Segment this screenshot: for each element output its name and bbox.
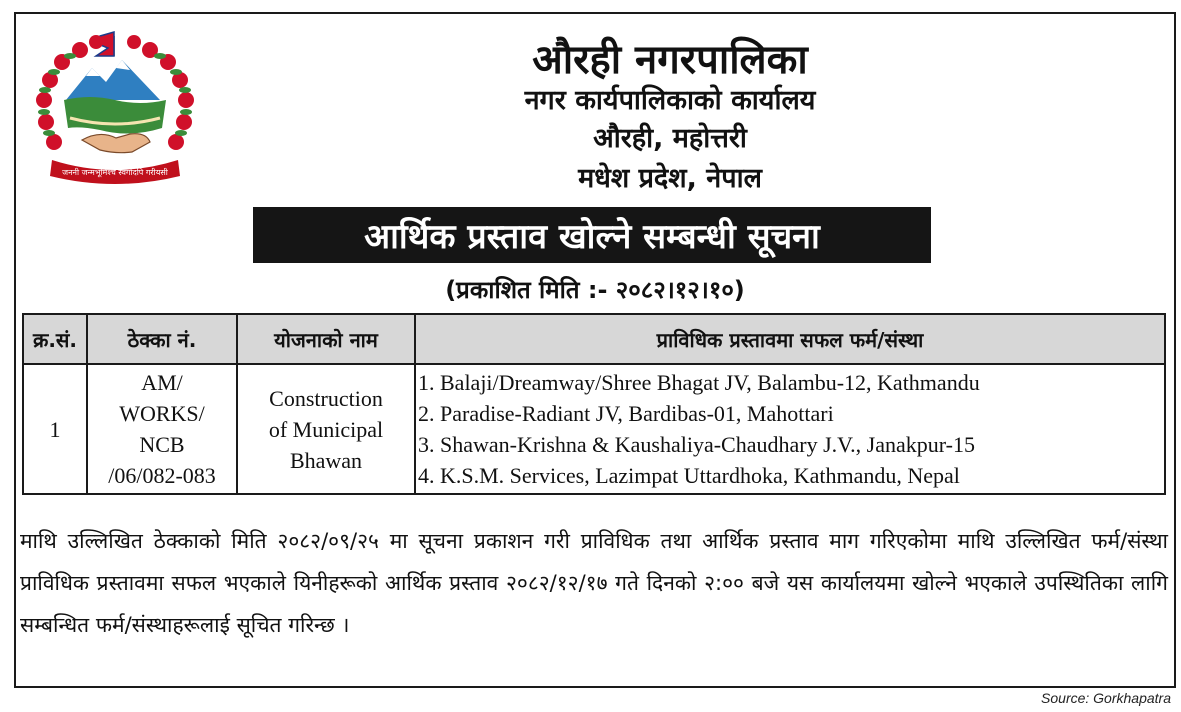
firm-item: 3. Shawan-Krishna & Kaushaliya-Chaudhary J.V., Janakpur-15 (418, 432, 975, 457)
project-name-cell (237, 364, 415, 494)
firm-item: 2. Paradise-Radiant JV, Bardibas-01, Mahottari (418, 401, 834, 426)
notice-body-text: माथि उल्लिखित ठेक्काको मिति २०८२/०९/२५ मा सूचना प्रकाशन गरी प्राविधिक तथा आर्थिक प्रस्ताव माग गरिएकोमा माथि उल्लिखित फर्म/संस्था प्राविधिक प्रस्तावमा सफल भएकाले यिनीहरूको आर्थिक प्रस्ताव २०८२/१२/१७ गते दिनको २:०० बजे यस कार्यालयमा खोल्ने भएकाले उपस्थितिका लागि सम्बन्धित फर्म/संस्थाहरूलाई सूचित गरिन्छ । (20, 529, 1168, 637)
published-date: (प्रकाशित मिति :- २०८२।१२।१०) (445, 276, 745, 304)
contract-number-line: NCB (139, 432, 185, 457)
handshake-icon (82, 134, 150, 153)
table-row (23, 364, 1165, 494)
notice-title-text: आर्थिक प्रस्ताव खोल्ने सम्बन्धी सूचना (364, 217, 820, 257)
contract-number-line: /06/082-083 (108, 463, 216, 488)
project-name-line: Construction (269, 385, 383, 411)
nepal-emblem-icon (30, 30, 200, 190)
organization-name: औरही नगरपालिका (532, 37, 808, 83)
contract-number-cell (87, 364, 237, 494)
firm-item: 1. Balaji/Dreamway/Shree Bhagat JV, Balambu-12, Kathmandu (418, 370, 980, 395)
contract-number-line: WORKS/ (119, 401, 205, 426)
header-successful-firms: प्राविधिक प्रस्तावमा सफल फर्म/संस्था (415, 314, 1165, 364)
header-project-name: योजनाको नाम (237, 314, 415, 364)
contract-number-line: AM/ (141, 370, 183, 395)
firm-item: 4. K.S.M. Services, Lazimpat Uttardhoka, Kathmandu, Nepal (418, 463, 960, 488)
project-name-line: of Municipal (268, 416, 384, 442)
notice-title (253, 207, 931, 263)
project-name-line: Bhawan (289, 447, 363, 473)
office-location: औरही, महोत्तरी (593, 123, 747, 154)
serial-number-cell: 1 (23, 364, 87, 494)
table-header-row (23, 314, 1165, 364)
province-name: मधेश प्रदेश, नेपाल (578, 163, 762, 194)
mountain-icon (66, 60, 160, 100)
firms-table (22, 313, 1166, 495)
emblem-motto: जननी जन्मभूमिश्च स्वर्गादपि गरीयसी (62, 168, 168, 177)
land-map-icon (64, 97, 166, 134)
header-serial-number: क्र.सं. (23, 314, 87, 364)
office-name: नगर कार्यपालिकाको कार्यालय (524, 85, 816, 116)
firms-cell (415, 364, 1165, 494)
header-contract-number: ठेक्का नं. (87, 314, 237, 364)
source-credit: Source: Gorkhapatra (1041, 690, 1171, 706)
